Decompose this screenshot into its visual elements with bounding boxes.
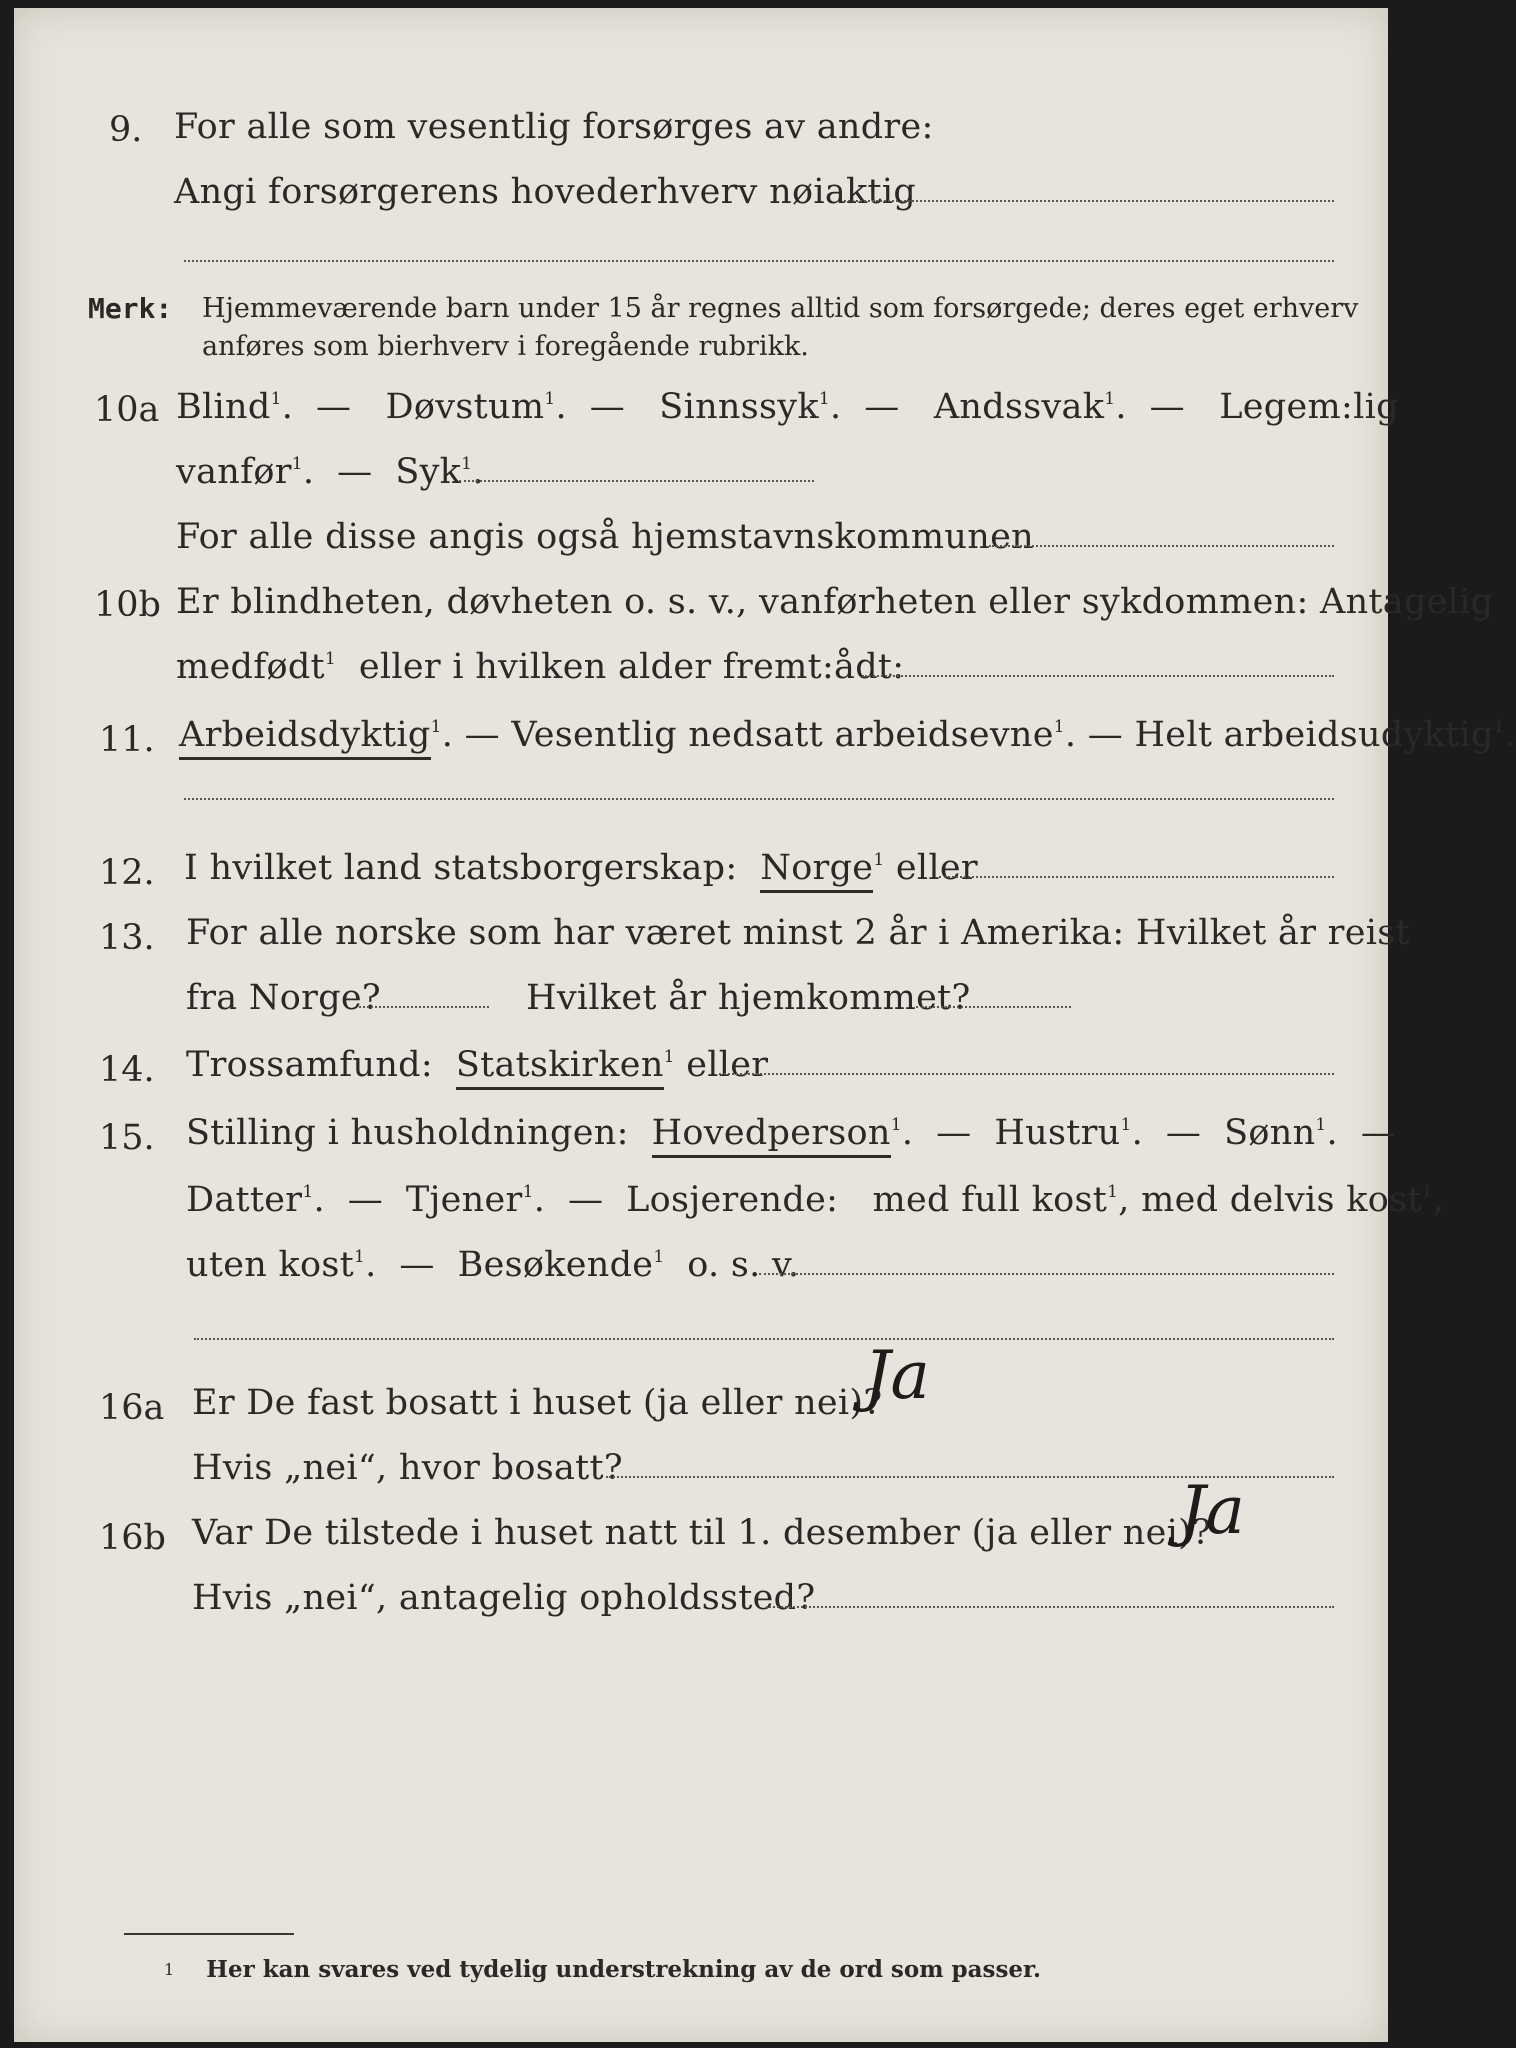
sinnssyk-option: Sinnssyk (659, 387, 819, 427)
q15-number: 15. (99, 1118, 155, 1158)
q13-fra-label: fra Norge? (186, 978, 381, 1018)
q10b-number: 10b (94, 585, 161, 625)
q10a-line1: Blind$^1$. — Døvstum$^1$. — Sinnssyk$^1$. — Andssvak$^1$. — Legem:lig (176, 387, 1399, 427)
legemlig-option: Legem:lig (1219, 387, 1399, 427)
delvis-kost-option: med delvis kost (1141, 1180, 1422, 1220)
q14-text: Trossamfund: (186, 1045, 433, 1085)
blind-option: Blind (176, 387, 271, 427)
footnote-text: Her kan svares ved tydelig understrekning av de ord som passer. (206, 1956, 1042, 1983)
q10b-line2-rest: eller i hvilken alder fremt:ådt: (358, 647, 905, 687)
q13-reist-line (359, 1006, 489, 1008)
uten-kost-option: uten kost (186, 1245, 354, 1285)
q10a-number: 10a (94, 390, 160, 430)
q16b-line1: Var De tilstede i huset natt til 1. desember (ja eller nei)? (192, 1513, 1212, 1553)
helt-option: Helt arbeidsudyktig (1134, 715, 1494, 755)
q15-osv: o. s. v. (687, 1245, 800, 1285)
q10b-line2: medfødt$^1$ eller i hvilken alder fremt:ådt: (176, 647, 905, 687)
tjener-option: Tjener (405, 1180, 523, 1220)
footnote (164, 1956, 1041, 1983)
q13-number: 13. (99, 918, 155, 958)
q13-hjem-line (916, 1006, 1071, 1008)
q16a-line2: Hvis „nei“, hvor bosatt? (192, 1448, 623, 1488)
q13-line1: For alle norske som har været minst 2 år i Amerika: Hvilket år reist (186, 913, 1410, 953)
q9-line2: Angi forsørgerens hovederhverv nøiaktig (174, 172, 917, 212)
q12-eller: eller (895, 848, 978, 888)
vanfor-option: vanfør (176, 452, 292, 492)
q9-line1: For alle som vesentlig forsørges av andre: (174, 107, 934, 147)
q11-number: 11. (99, 720, 155, 760)
census-form-page (14, 8, 1516, 2042)
q12-number: 12. (99, 853, 155, 893)
q16a-line1: Er De fast bosatt i huset (ja eller nei)? (192, 1383, 883, 1423)
q16b-answer-line (766, 1606, 1334, 1608)
q16b-number: 16b (99, 1518, 166, 1558)
q9-answer-line-2 (184, 260, 1334, 262)
sonn-option: Sønn (1224, 1113, 1316, 1153)
datter-option: Datter (186, 1180, 303, 1220)
q15-line3: uten kost$^1$. — Besøkende$^1$ o. s. v. (186, 1245, 800, 1285)
merk-line1: Hjemmeværende barn under 15 år regnes alltid som forsørgede; deres eget erhverv (202, 293, 1359, 324)
q15-text: Stilling i husholdningen: (186, 1113, 629, 1153)
footnote-rule (124, 1933, 294, 1935)
hovedperson-option-underlined: Hovedperson (652, 1113, 891, 1158)
q15-line1: Stilling i husholdningen: Hovedperson$^1$. — Hustru$^1$. — Sønn$^1$. — (186, 1116, 1396, 1151)
q12-line: I hvilket land statsborgerskap: Norge$^1$ eller (184, 851, 978, 886)
q11-answer-line (184, 798, 1334, 800)
arbeidsdyktig-option-underlined: Arbeidsdyktig (179, 715, 431, 760)
merk-label: Merk: (88, 292, 173, 325)
q14-number: 14. (99, 1050, 155, 1090)
q14-line: Trossamfund: Statskirken$^1$ eller (186, 1048, 768, 1083)
q10a-line3: For alle disse angis også hjemstavnskommunen (176, 517, 1034, 557)
q9-answer-line (844, 200, 1334, 202)
syk-option: Syk (395, 452, 462, 492)
merk-line2: anføres som bierhverv i foregående rubrikk. (202, 331, 809, 362)
q13-hjem-label: Hvilket år hjemkommet? (526, 978, 971, 1018)
full-kost-option: med full kost (872, 1180, 1108, 1220)
q16a-handwritten-answer: Ja (864, 1337, 930, 1414)
medfodt-option: medfødt (176, 647, 325, 687)
q12-text: I hvilket land statsborgerskap: (184, 848, 738, 888)
hustru-option: Hustru (994, 1113, 1121, 1153)
q14-eller: eller (686, 1045, 769, 1085)
vesentlig-option: Vesentlig nedsatt arbeidsevne (511, 715, 1054, 755)
q15-answer-line-2 (194, 1338, 1334, 1340)
q15-answer-line (759, 1273, 1334, 1275)
norge-option-underlined: Norge (760, 848, 873, 893)
footnote-mark: 1 (164, 1960, 175, 1979)
losjerende-label: Losjerende: (626, 1180, 839, 1220)
dovstum-option: Døvstum (385, 387, 545, 427)
q14-answer-line (719, 1073, 1334, 1075)
q16b-handwritten-answer: Ja (1179, 1472, 1245, 1549)
q10a-kommune-line (989, 545, 1334, 547)
andssvak-option: Andssvak (933, 387, 1105, 427)
q16b-line2: Hvis „nei“, antagelig opholdssted? (192, 1578, 816, 1618)
q9-number: 9. (109, 110, 143, 150)
q16a-number: 16a (99, 1388, 165, 1428)
besokende-option: Besøkende (457, 1245, 654, 1285)
q11-line1: Arbeidsdyktig$^1$. — Vesentlig nedsatt arbeidsevne$^1$. — Helt arbeidsudyktig$^1$. (179, 718, 1516, 753)
q10a-syk-line (459, 480, 814, 482)
q10b-answer-line (862, 675, 1334, 677)
q10b-line1: Er blindheten, døvheten o. s. v., vanførheten eller sykdommen: Antagelig (176, 582, 1494, 622)
q10a-line2: vanfør$^1$. — Syk$^1$. (176, 452, 484, 492)
q12-answer-line (939, 876, 1334, 878)
statskirken-option-underlined: Statskirken (456, 1045, 664, 1090)
q15-line2: Datter$^1$. — Tjener$^1$. — Losjerende: med full kost$^1$, med delvis kost$^1$, (186, 1180, 1445, 1220)
